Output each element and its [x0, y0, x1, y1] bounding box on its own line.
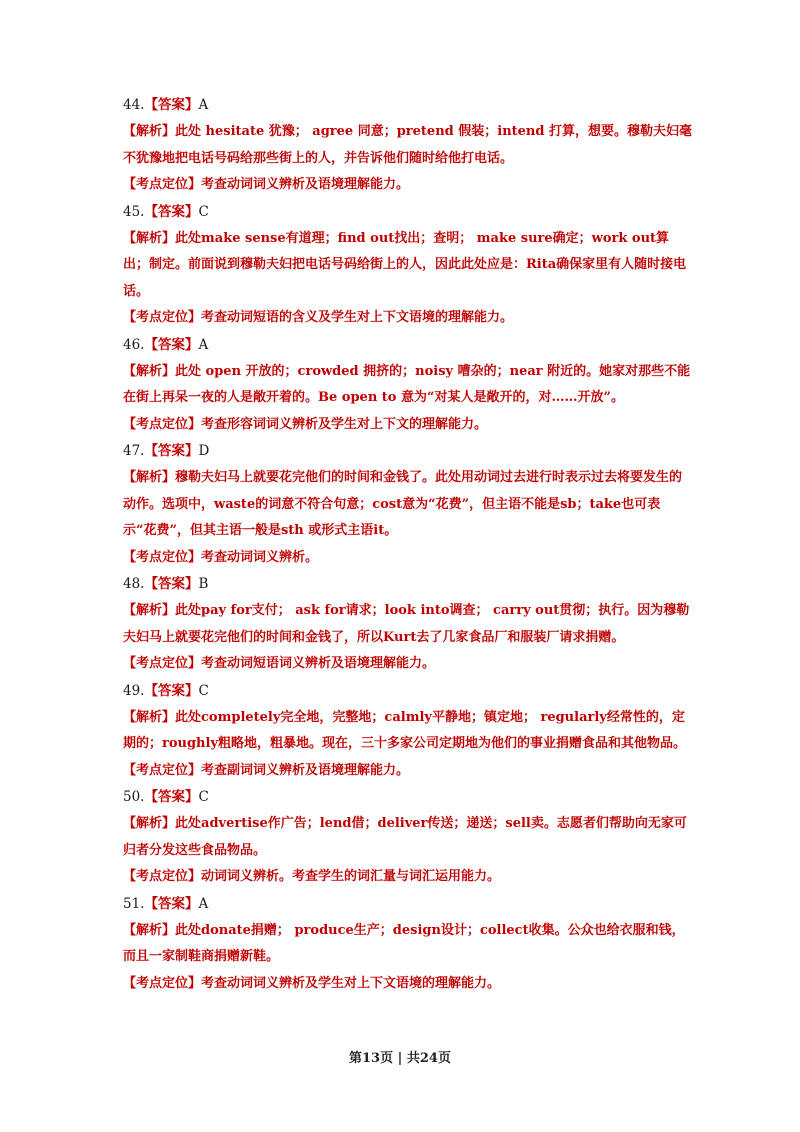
answer-entry	[123, 891, 693, 998]
exam-point-paragraph	[123, 651, 693, 678]
exam-point-text: 考查动词短语词义辨析及语境理解能力。	[201, 656, 436, 671]
exam-point-text: 考查动词词义辨析及语境理解能力。	[201, 177, 410, 192]
answer-tag: 【答案】	[144, 203, 199, 220]
exam-point-paragraph	[123, 305, 693, 332]
answer-entry	[123, 332, 693, 439]
exam-point-tag: 【考点定位】	[123, 762, 202, 778]
answer-line	[123, 784, 693, 811]
analysis-tag: 【解析】	[123, 603, 176, 618]
analysis-text: 穆勒夫妇马上就要花完他们的时间和金钱了。此处用动词过去进行时表示过去将要发生的动作。选项中，waste的词意不符合句意；cost意为“花费”，但主语不能是sb；take也可表示“花费”，但其主语一般是sth 或形式主语it。	[123, 470, 683, 538]
question-number: 46.	[123, 336, 145, 353]
question-number: 47.	[123, 443, 145, 459]
analysis-text: 此处 open 开放的；crowded 拥挤的；noisy 嘈杂的；near 附近的。她家对那些不能在街上再呆一夜的人是敞开着的。Be open to 意为“对某人是敞开的，对……开放”。	[123, 363, 691, 405]
analysis-paragraph	[123, 359, 693, 412]
exam-point-paragraph	[123, 412, 693, 439]
analysis-paragraph	[123, 226, 693, 306]
analysis-text: 此处pay for支付； ask for请求；look into调查； carry out贯彻；执行。因为穆勒夫妇马上就要花完他们的时间和金钱了，所以Kurt去了几家食品厂和服装厂请求捐赠。	[123, 603, 690, 645]
exam-point-text: 考查动词短语的含义及学生对上下文语境的理解能力。	[201, 310, 514, 325]
answer-tag: 【答案】	[144, 97, 199, 113]
exam-point-tag: 【考点定位】	[123, 177, 202, 192]
answer-tag: 【答案】	[144, 336, 199, 353]
analysis-tag: 【解析】	[123, 230, 176, 246]
exam-point-paragraph	[123, 172, 693, 199]
answer-line	[123, 92, 693, 119]
answer-tag: 【答案】	[144, 682, 199, 699]
answer-letter: A	[198, 895, 209, 912]
analysis-tag: 【解析】	[123, 816, 176, 831]
exam-point-tag: 【考点定位】	[123, 416, 202, 432]
exam-point-paragraph	[123, 758, 693, 785]
answer-letter: D	[198, 443, 210, 459]
exam-point-tag: 【考点定位】	[123, 310, 202, 325]
exam-point-text: 动词词义辨析。考查学生的词汇量与词汇运用能力。	[201, 869, 501, 884]
exam-point-tag: 【考点定位】	[123, 549, 202, 565]
answer-line	[123, 199, 693, 226]
answer-tag: 【答案】	[144, 576, 199, 592]
answer-letter: B	[198, 576, 209, 592]
question-number: 44.	[123, 97, 145, 113]
analysis-text: 此处 hesitate 犹豫； agree 同意；pretend 假装；intend 打算，想要。穆勒夫妇毫不犹豫地把电话号码给那些街上的人，并告诉他们随时给他打电话。	[123, 124, 692, 166]
exam-point-text: 考查形容词词义辨析及学生对上下文的理解能力。	[201, 416, 488, 432]
answer-letter: A	[198, 97, 209, 113]
analysis-text: 此处make sense有道理；find out找出；查明； make sure确定；work out算出；制定。前面说到穆勒夫妇把电话号码给街上的人，因此此处应是：Rita确保家里有人随时接电话。	[123, 230, 687, 299]
exam-point-paragraph	[123, 545, 693, 572]
analysis-text: 此处completely完全地，完整地；calmly平静地；镇定地； regularly经常性的，定期的；roughly粗略地，粗暴地。现在，三十多家公司定期地为他们的事业捐赠食品和其他物品。	[123, 709, 687, 751]
question-number: 45.	[123, 203, 145, 220]
answer-letter: C	[198, 682, 209, 699]
analysis-tag: 【解析】	[123, 363, 176, 379]
answer-entry	[123, 784, 693, 891]
question-number: 50.	[123, 789, 145, 805]
analysis-tag: 【解析】	[123, 709, 176, 725]
answer-letter: C	[198, 203, 209, 220]
exam-point-paragraph	[123, 864, 693, 891]
answer-entries	[123, 92, 693, 997]
question-number: 51.	[123, 895, 145, 912]
answer-line	[123, 332, 693, 359]
analysis-paragraph	[123, 918, 693, 971]
answer-letter: A	[198, 336, 209, 353]
exam-point-tag: 【考点定位】	[123, 869, 202, 884]
answer-letter: C	[198, 789, 209, 805]
exam-point-text: 考查动词词义辨析。	[201, 549, 319, 565]
answer-tag: 【答案】	[144, 443, 199, 459]
analysis-paragraph	[123, 465, 693, 545]
answer-line	[123, 438, 693, 465]
exam-point-paragraph	[123, 971, 693, 998]
answer-entry	[123, 571, 693, 678]
answer-entry	[123, 678, 693, 785]
exam-point-tag: 【考点定位】	[123, 975, 202, 991]
answer-entry	[123, 92, 693, 199]
exam-point-text: 考查副词词义辨析及语境理解能力。	[201, 762, 410, 778]
answer-line	[123, 678, 693, 705]
answer-tag: 【答案】	[144, 789, 199, 805]
question-number: 48.	[123, 576, 145, 592]
exam-point-text: 考查动词词义辨析及学生对上下文语境的理解能力。	[201, 975, 501, 991]
exam-point-tag: 【考点定位】	[123, 656, 202, 671]
analysis-text: 此处advertise作广告；lend借；deliver传送；递送；sell卖。志愿者们帮助向无家可归者分发这些食品物品。	[123, 816, 687, 858]
page-footer: 第13页 | 共24页	[349, 1051, 451, 1066]
answer-tag: 【答案】	[144, 895, 199, 912]
answer-entry	[123, 438, 693, 571]
analysis-tag: 【解析】	[123, 922, 176, 938]
analysis-paragraph	[123, 598, 693, 651]
analysis-paragraph	[123, 811, 693, 864]
analysis-tag: 【解析】	[123, 124, 176, 139]
analysis-paragraph	[123, 119, 693, 172]
question-number: 49.	[123, 682, 145, 699]
answer-line	[123, 891, 693, 918]
answer-entry	[123, 199, 693, 332]
analysis-text: 此处donate捐赠； produce生产；design设计；collect收集。公众也给衣服和钱，而且一家制鞋商捐赠新鞋。	[123, 922, 685, 964]
analysis-paragraph	[123, 705, 693, 758]
analysis-tag: 【解析】	[123, 470, 176, 485]
answer-line	[123, 571, 693, 598]
